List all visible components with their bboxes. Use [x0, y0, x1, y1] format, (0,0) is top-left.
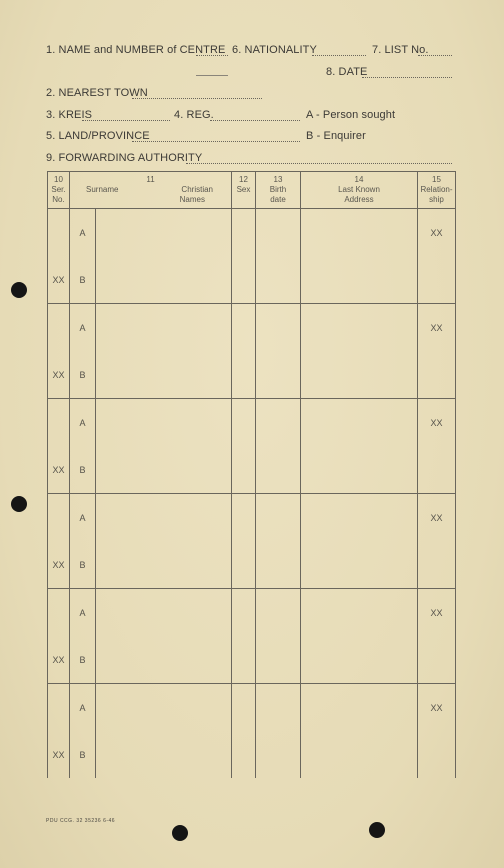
table-row [48, 209, 456, 257]
cell-relationship[interactable] [418, 731, 456, 778]
cell-address[interactable] [301, 304, 418, 352]
row-marker-a: A [70, 589, 96, 637]
header-relationship: 15 Relation- ship [418, 172, 456, 209]
cell-birth-date[interactable] [256, 731, 301, 778]
punch-hole [369, 822, 385, 838]
table-row [48, 541, 456, 589]
field-reg-line[interactable] [210, 120, 300, 121]
cell-ser-no[interactable] [48, 304, 70, 352]
row-marker-b: B [70, 351, 96, 399]
row-marker-a: A [70, 209, 96, 257]
cell-address[interactable] [301, 446, 418, 494]
table-row [48, 446, 456, 494]
field-forwarding-line[interactable] [186, 163, 452, 164]
cell-name[interactable] [96, 351, 232, 399]
person-table [47, 171, 456, 778]
field-centre-line[interactable] [196, 55, 228, 56]
field-land-label: 5. LAND/PROVINCE [46, 130, 150, 142]
cell-address[interactable] [301, 399, 418, 447]
table-row [48, 589, 456, 637]
cell-sex[interactable] [232, 446, 256, 494]
field-town-label: 2. NEAREST TOWN [46, 87, 148, 99]
punch-hole [11, 282, 27, 298]
row-marker-b: B [70, 731, 96, 778]
row-marker-a: A [70, 399, 96, 447]
cell-relationship-xx: XX [418, 399, 456, 447]
cell-sex[interactable] [232, 399, 256, 447]
cell-relationship-xx: XX [418, 304, 456, 352]
cell-birth-date[interactable] [256, 589, 301, 637]
field-date-label: 8. DATE [326, 66, 368, 78]
field-nationality-line[interactable] [312, 55, 366, 56]
cell-relationship-xx: XX [418, 684, 456, 732]
cell-ser-no-xx: XX [48, 636, 70, 684]
header-address: 14 Last Known Address [301, 172, 418, 209]
cell-name[interactable] [96, 399, 232, 447]
cell-address[interactable] [301, 494, 418, 542]
cell-birth-date[interactable] [256, 684, 301, 732]
cell-sex[interactable] [232, 304, 256, 352]
field-forwarding-label: 9. FORWARDING AUTHORITY [46, 152, 203, 164]
punch-hole [11, 496, 27, 512]
field-centre-label: 1. NAME and NUMBER of CENTRE [46, 44, 226, 56]
cell-relationship-xx: XX [418, 494, 456, 542]
cell-sex[interactable] [232, 256, 256, 304]
cell-name[interactable] [96, 541, 232, 589]
table-row [48, 684, 456, 732]
table-header-row [48, 172, 456, 209]
cell-ser-no[interactable] [48, 589, 70, 637]
field-list-no-label: 7. LIST No. [372, 44, 429, 56]
table-row [48, 494, 456, 542]
cell-sex[interactable] [232, 731, 256, 778]
cell-name[interactable] [96, 494, 232, 542]
cell-ser-no-xx: XX [48, 256, 70, 304]
cell-sex[interactable] [232, 541, 256, 589]
cell-birth-date[interactable] [256, 351, 301, 399]
cell-address[interactable] [301, 541, 418, 589]
header-ser-no: 10 Ser. No. [48, 172, 70, 209]
cell-ser-no[interactable] [48, 399, 70, 447]
cell-sex[interactable] [232, 589, 256, 637]
field-nationality-label: 6. NATIONALITY [232, 44, 317, 56]
cell-sex[interactable] [232, 209, 256, 257]
row-marker-b: B [70, 636, 96, 684]
table-row [48, 636, 456, 684]
cell-name[interactable] [96, 256, 232, 304]
field-kreis-label: 3. KREIS [46, 109, 93, 121]
centre-underline [196, 75, 228, 76]
cell-birth-date[interactable] [256, 446, 301, 494]
cell-ser-no-xx: XX [48, 731, 70, 778]
table-row [48, 731, 456, 778]
cell-ser-no-xx: XX [48, 446, 70, 494]
header-birth-date: 13 Birth date [256, 172, 301, 209]
cell-sex[interactable] [232, 636, 256, 684]
cell-ser-no[interactable] [48, 684, 70, 732]
cell-birth-date[interactable] [256, 494, 301, 542]
cell-birth-date[interactable] [256, 541, 301, 589]
header-sex: 12 Sex [232, 172, 256, 209]
cell-name[interactable] [96, 731, 232, 778]
cell-name[interactable] [96, 684, 232, 732]
cell-name[interactable] [96, 589, 232, 637]
row-marker-b: B [70, 541, 96, 589]
field-land-line[interactable] [132, 141, 300, 142]
field-date-line[interactable] [362, 77, 452, 78]
table-row [48, 351, 456, 399]
cell-address[interactable] [301, 684, 418, 732]
legend-person-sought: A - Person sought [306, 109, 396, 121]
row-marker-a: A [70, 684, 96, 732]
cell-name[interactable] [96, 636, 232, 684]
cell-sex[interactable] [232, 351, 256, 399]
cell-sex[interactable] [232, 684, 256, 732]
cell-birth-date[interactable] [256, 399, 301, 447]
cell-address[interactable] [301, 209, 418, 257]
cell-ser-no[interactable] [48, 494, 70, 542]
cell-relationship[interactable] [418, 256, 456, 304]
cell-birth-date[interactable] [256, 636, 301, 684]
cell-relationship-xx: XX [418, 209, 456, 257]
cell-ser-no-xx: XX [48, 541, 70, 589]
cell-ser-no[interactable] [48, 209, 70, 257]
table-row [48, 399, 456, 447]
cell-address[interactable] [301, 589, 418, 637]
form-print-code: PDU CCG. 32 35236 6-46 [46, 818, 116, 824]
field-list-no-line[interactable] [418, 55, 452, 56]
cell-relationship[interactable] [418, 446, 456, 494]
row-marker-b: B [70, 446, 96, 494]
cell-name[interactable] [96, 209, 232, 257]
table-row [48, 304, 456, 352]
cell-address[interactable] [301, 256, 418, 304]
field-kreis-line[interactable] [82, 120, 170, 121]
cell-birth-date[interactable] [256, 256, 301, 304]
table-row [48, 256, 456, 304]
cell-name[interactable] [96, 446, 232, 494]
cell-relationship[interactable] [418, 541, 456, 589]
field-town-line[interactable] [132, 98, 262, 99]
field-reg-label: 4. REG. [174, 109, 214, 121]
header-name: 11 Surname Christian Names [70, 172, 232, 209]
cell-relationship[interactable] [418, 351, 456, 399]
cell-sex[interactable] [232, 494, 256, 542]
punch-hole [172, 825, 188, 841]
cell-address[interactable] [301, 731, 418, 778]
row-marker-a: A [70, 304, 96, 352]
row-marker-b: B [70, 256, 96, 304]
row-marker-a: A [70, 494, 96, 542]
cell-name[interactable] [96, 304, 232, 352]
cell-address[interactable] [301, 351, 418, 399]
cell-relationship-xx: XX [418, 589, 456, 637]
legend-enquirer: B - Enquirer [306, 130, 366, 142]
cell-birth-date[interactable] [256, 209, 301, 257]
cell-ser-no-xx: XX [48, 351, 70, 399]
cell-address[interactable] [301, 636, 418, 684]
cell-birth-date[interactable] [256, 304, 301, 352]
cell-relationship[interactable] [418, 636, 456, 684]
